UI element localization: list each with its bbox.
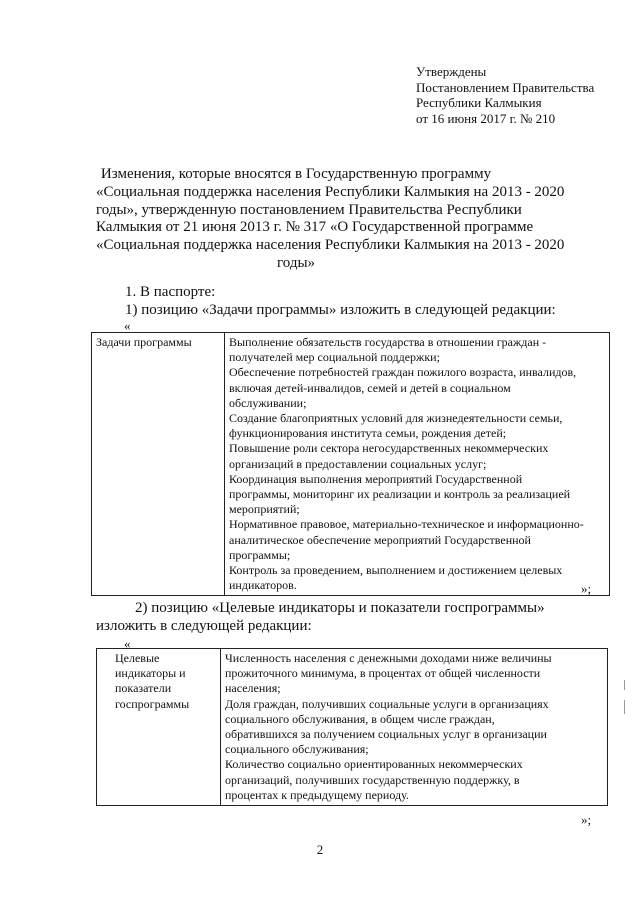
content-line: аналитическое обеспечение мероприятий Государственной [229,532,531,547]
title-line: годы» [276,254,316,271]
content-line: социального обслуживания; [225,742,369,757]
content-line: Обеспечение потребностей граждан пожилого возраста, инвалидов, [229,365,577,380]
content-line: программы, мониторинг их реализации и контроль за реализацией [229,487,571,502]
content-line: Выполнение обязательств государства в отношении граждан - [229,335,547,349]
tasks-content-cell [225,333,610,596]
indicators-label-cell [97,649,221,806]
approval-block [416,64,594,126]
table-row [92,333,610,596]
content-line: Количество социально ориентированных некоммерческих [225,757,523,772]
page-number: 2 [316,842,324,857]
close-quote: »; [581,812,592,827]
content-line: программы; [229,547,291,562]
content-line: Контроль за проведением, выполнением и достижением целевых [229,563,563,578]
title-line: Калмыкия от 21 июня 2013 г. № 317 «О Государственной программе [96,219,534,236]
content-line: организаций, получивших государственную поддержку, в [225,772,520,787]
scan-margin-mark [624,700,625,714]
content-line: Доля граждан, получивших социальные услуги в организациях [225,696,549,711]
content-line: включая детей-инвалидов, семей и детей в социальном [229,380,511,395]
content-line: организаций в предоставлении социальных услуг; [229,456,487,471]
content-line: обслуживании; [229,395,307,410]
title-line: годы», утвержденную постановлением Правительства Республики [96,201,522,218]
title-line: Изменения, которые вносятся в Государственную программу [100,166,492,182]
title-line: «Социальная поддержка населения Республики Калмыкия на 2013 - 2020 [96,183,565,200]
content-line: процентах к предыдущему периоду. [225,787,409,802]
content-line: социального обслуживания, в общем числе граждан, [225,711,495,726]
item-2-text-continued: изложить в следующей редакции: [96,618,312,634]
content-line: функционирования института семьи, рождения детей; [229,426,507,441]
tasks-table [91,332,610,596]
open-quote: « [124,636,131,651]
content-line: мероприятий; [229,502,300,517]
approval-line: от 16 июня 2017 г. № 210 [416,110,556,126]
open-quote: « [124,318,131,333]
indicators-content-cell [221,649,608,806]
approval-line: Республики Калмыкия [416,95,542,110]
content-line: населения; [225,681,281,696]
tasks-label-cell [92,333,225,596]
indicators-label-line: индикаторы и [115,666,186,681]
content-line: получателей мер социальной поддержки; [229,350,440,365]
tasks-label: Задачи программы [96,335,192,349]
content-line: индикаторов. [229,578,297,593]
approval-line: Постановлением Правительства [416,79,595,95]
section-heading: 1. В паспорте: [125,284,216,300]
item-1-text: 1) позицию «Задачи программы» изложить в следующей редакции: [125,302,556,318]
content-line: прожиточного минимума, в процентах от общей численности [225,666,541,681]
indicators-label-line: госпрограммы [115,696,190,711]
content-line: Координация выполнения мероприятий Государственной [229,471,523,486]
content-line: обратившихся за получением социальных услуг в организации [225,727,547,742]
item-2-text: 2) позицию «Целевые индикаторы и показатели госпрограммы» [135,600,545,616]
document-title [96,166,565,273]
content-line: Численность населения с денежными доходами ниже величины [225,651,552,665]
indicators-label-line: показатели [115,681,172,696]
indicators-table [96,648,608,806]
table-row [97,649,608,806]
approval-line: Утверждены [416,64,487,79]
close-quote: »; [581,581,592,596]
scan-margin-mark [624,680,625,690]
title-line: «Социальная поддержка населения Республики Калмыкия на 2013 - 2020 [96,237,565,254]
indicators-label-line: Целевые [115,651,160,665]
content-line: Нормативное правовое, материально-техническое и информационно- [229,517,584,532]
content-line: Создание благоприятных условий для жизнедеятельности семьи, [229,411,563,426]
content-line: Повышение роли сектора негосударственных некоммерческих [229,441,549,456]
